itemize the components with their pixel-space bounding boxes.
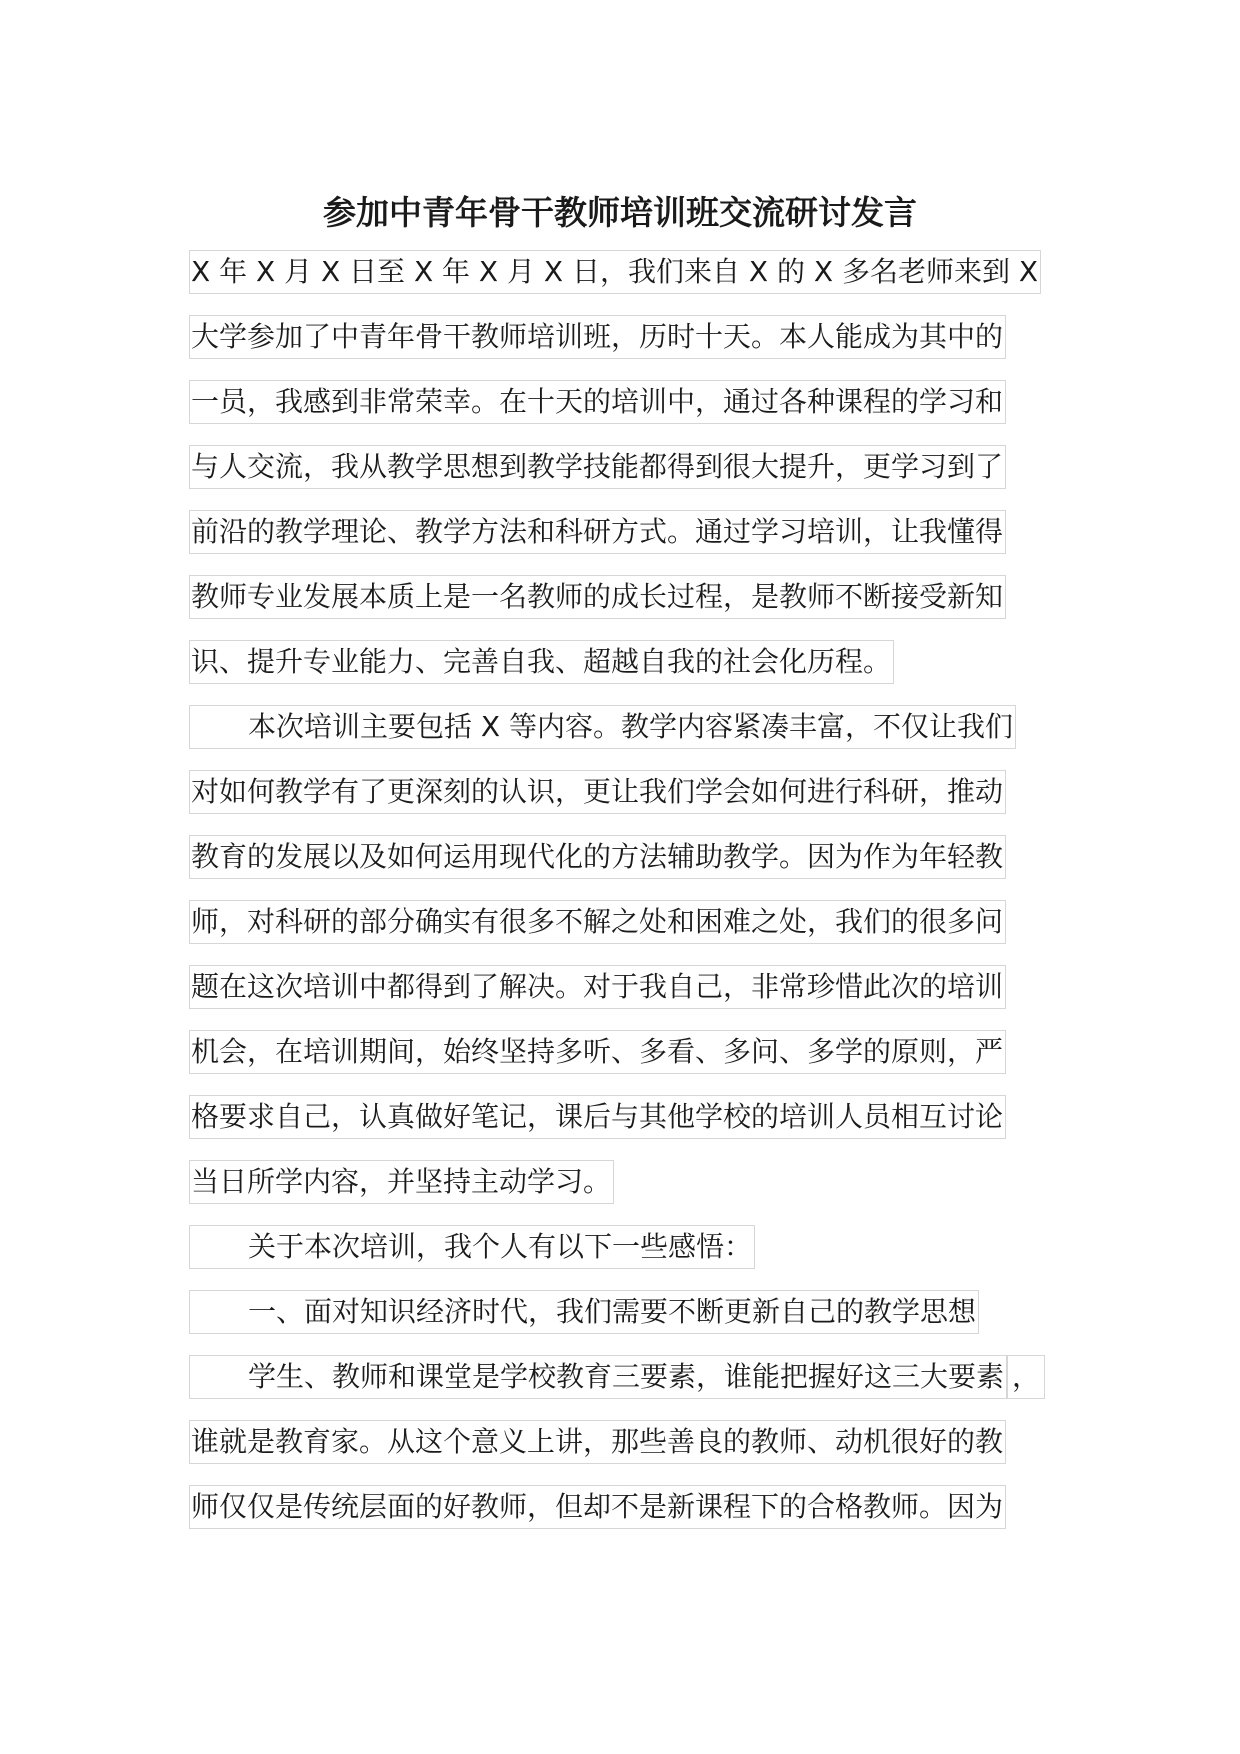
text-line xyxy=(189,705,1089,770)
section-heading-text: 一、面对知识经济时代，我们需要不断更新自己的教学思想 xyxy=(189,1290,979,1334)
text-line xyxy=(189,1225,1089,1290)
text-line-content: 大学参加了中青年骨干教师培训班，历时十天。本人能成为其中的 xyxy=(189,315,1006,359)
text-line xyxy=(189,1095,1089,1160)
text-line xyxy=(189,250,1089,315)
text-line-content: 本次培训主要包括 X 等内容。教学内容紧凑丰富，不仅让我们 xyxy=(189,705,1016,749)
text-line xyxy=(189,1485,1089,1550)
text-line xyxy=(189,965,1089,1030)
text-line-content: 前沿的教学理论、教学方法和科研方式。通过学习培训，让我懂得 xyxy=(189,510,1006,554)
text-line xyxy=(189,900,1089,965)
document-body xyxy=(189,250,1089,1550)
text-line-content: 机会，在培训期间，始终坚持多听、多看、多问、多学的原则，严 xyxy=(189,1030,1006,1074)
text-line xyxy=(189,575,1089,640)
text-line xyxy=(189,1420,1089,1485)
text-line xyxy=(189,380,1089,445)
text-line-content: 当日所学内容，并坚持主动学习。 xyxy=(189,1160,614,1204)
text-line-content: 与人交流，我从教学思想到教学技能都得到很大提升，更学习到了 xyxy=(189,445,1006,489)
trailing-comma: ， xyxy=(1007,1355,1045,1399)
text-line xyxy=(189,640,1089,705)
text-line-content: 关于本次培训，我个人有以下一些感悟： xyxy=(189,1225,755,1269)
text-line-content: 格要求自己，认真做好笔记，课后与其他学校的培训人员相互讨论 xyxy=(189,1095,1006,1139)
text-line-content: 对如何教学有了更深刻的认识，更让我们学会如何进行科研，推动 xyxy=(189,770,1006,814)
text-line xyxy=(189,835,1089,900)
text-line xyxy=(189,1030,1089,1095)
text-line-content: 教育的发展以及如何运用现代化的方法辅助教学。因为作为年轻教 xyxy=(189,835,1006,879)
text-line xyxy=(189,770,1089,835)
text-line-content: 识、提升专业能力、完善自我、超越自我的社会化历程。 xyxy=(189,640,894,684)
text-line-content: 学生、教师和课堂是学校教育三要素，谁能把握好这三大要素 xyxy=(189,1355,1007,1399)
text-line xyxy=(189,1355,1089,1420)
text-line-content: X 年 X 月 X 日至 X 年 X 月 X 日，我们来自 X 的 X 多名老师来到 X xyxy=(189,250,1041,294)
text-line-content: 题在这次培训中都得到了解决。对于我自己，非常珍惜此次的培训 xyxy=(189,965,1006,1009)
text-line-content: 一员，我感到非常荣幸。在十天的培训中，通过各种课程的学习和 xyxy=(189,380,1006,424)
text-line xyxy=(189,315,1089,380)
document-title: 参加中青年骨干教师培训班交流研讨发言 xyxy=(323,193,917,232)
text-line-content: 师仅仅是传统层面的好教师，但却不是新课程下的合格教师。因为 xyxy=(189,1485,1006,1529)
text-line-content: 教师专业发展本质上是一名教师的成长过程，是教师不断接受新知 xyxy=(189,575,1006,619)
section-heading xyxy=(189,1290,1089,1355)
text-line-content: 谁就是教育家。从这个意义上讲，那些善良的教师、动机很好的教 xyxy=(189,1420,1006,1464)
text-line xyxy=(189,1160,1089,1225)
text-line xyxy=(189,445,1089,510)
text-line-content: 师，对科研的部分确实有很多不解之处和困难之处，我们的很多问 xyxy=(189,900,1006,944)
text-line xyxy=(189,510,1089,575)
